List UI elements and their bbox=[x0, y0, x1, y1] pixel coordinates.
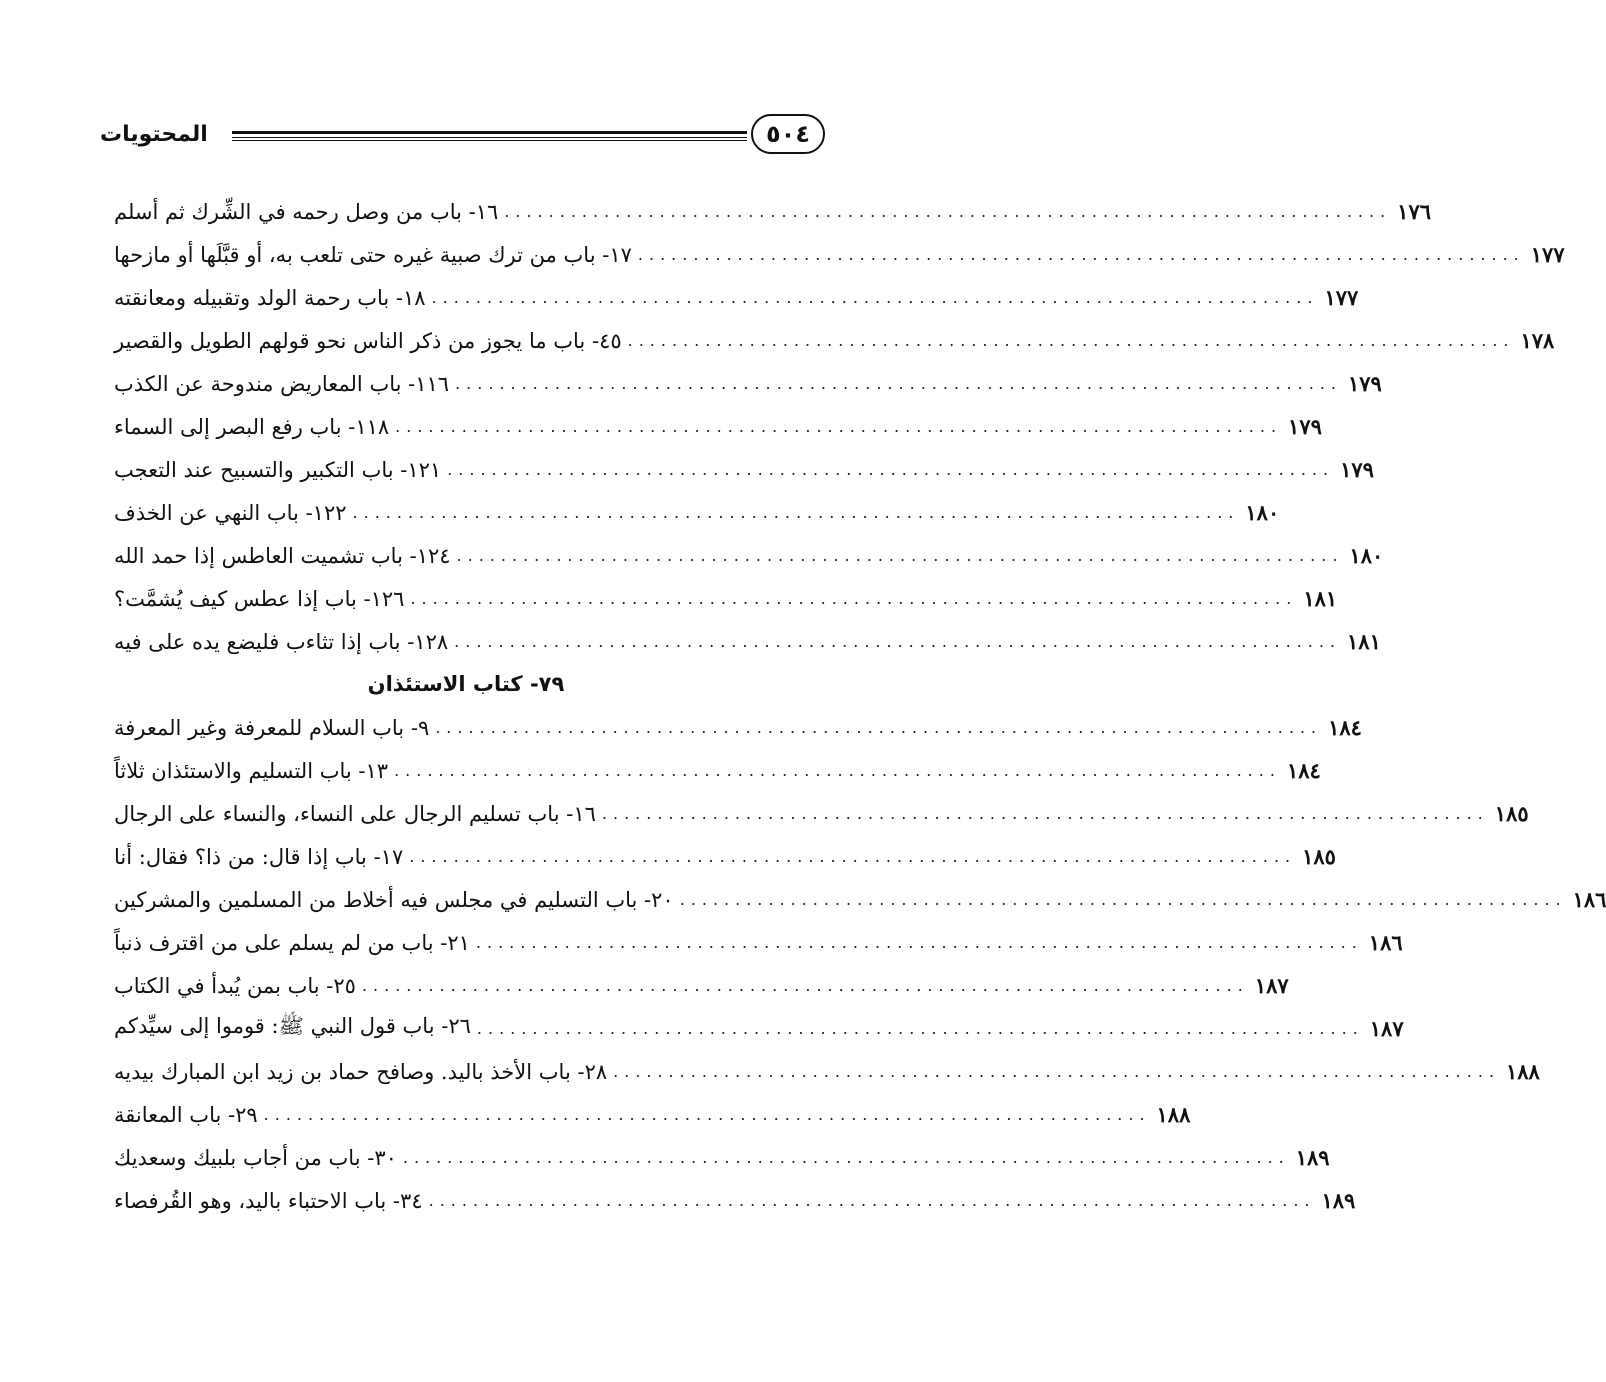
toc-entry-title: ٣٤- باب الاحتباء باليد، وهو القُرفصاء bbox=[114, 1188, 423, 1213]
toc-entry-title: ٢٦- باب قول النبي ﷺ: قوموا إلى سيِّدكم bbox=[114, 1014, 471, 1038]
toc-entry-page: ١٨١ bbox=[1303, 586, 1338, 611]
toc-entry bbox=[108, 1136, 1330, 1179]
dot-leader: ................................................................................ bbox=[601, 804, 1489, 823]
toc-entry bbox=[108, 921, 1403, 964]
toc-entry-page: ١٨٤ bbox=[1328, 715, 1362, 740]
dot-leader: ................................................................................ bbox=[263, 1105, 1151, 1124]
toc-entry-title: ٣٠- باب من أجاب بلبيك وسعديك bbox=[114, 1145, 397, 1170]
toc-entry bbox=[108, 792, 1529, 835]
toc-entry bbox=[108, 491, 1280, 534]
toc-entry bbox=[108, 1179, 1356, 1222]
toc-entry-title: ١٢١- باب التكبير والتسبيح عند التعجب bbox=[114, 457, 442, 482]
dot-leader: ................................................................................ bbox=[456, 546, 1344, 565]
dot-leader: ................................................................................ bbox=[395, 417, 1283, 436]
toc-entry-title: ١٢٤- باب تشميت العاطس إذا حمد الله bbox=[114, 543, 451, 568]
toc-entry bbox=[108, 878, 1606, 921]
dot-leader: ................................................................................ bbox=[454, 632, 1342, 651]
dot-leader: ................................................................................ bbox=[627, 331, 1515, 350]
toc-entry-page: ١٧٦ bbox=[1397, 199, 1432, 224]
toc-entry-page: ١٨٤ bbox=[1286, 758, 1321, 783]
toc-entry bbox=[108, 1050, 1540, 1093]
toc-entry bbox=[108, 749, 1321, 792]
dot-leader: ................................................................................ bbox=[361, 976, 1249, 995]
toc-entry-page: ١٨٥ bbox=[1494, 801, 1529, 826]
toc-entry-page: ١٨٠ bbox=[1349, 543, 1384, 568]
toc-entry bbox=[108, 620, 1381, 663]
toc-entry-title: ٢٥- باب بمن يُبدأ في الكتاب bbox=[114, 973, 356, 998]
toc-entry-title: ١٦- باب تسليم الرجال على النساء، والنساء على الرجال bbox=[114, 801, 596, 826]
toc-entry-title: ١٢٨- باب إذا تثاءب فليضع يده على فيه bbox=[114, 629, 449, 654]
toc-entry-title: ٢٩- باب المعانقة bbox=[114, 1102, 258, 1127]
toc-entry-page: ١٨٧ bbox=[1369, 1016, 1404, 1041]
toc-entry-page: ١٨٥ bbox=[1302, 844, 1336, 869]
toc-entry-page: ١٨٨ bbox=[1506, 1059, 1540, 1084]
dot-leader: ................................................................................ bbox=[352, 503, 1240, 522]
toc-entry-page: ١٨٩ bbox=[1321, 1188, 1356, 1213]
toc-entry-page: ١٧٨ bbox=[1520, 328, 1555, 353]
toc-entry bbox=[108, 276, 1359, 319]
toc-entry-page: ١٨٩ bbox=[1295, 1145, 1330, 1170]
page-number: ٥٠٤ bbox=[751, 114, 825, 154]
toc-entry-title: ١٧- باب من ترك صبية غيره حتى تلعب به، أو قبَّلَها أو مازحها bbox=[114, 242, 632, 267]
toc-entry bbox=[108, 835, 1336, 878]
toc-entry-page: ١٨٨ bbox=[1156, 1102, 1191, 1127]
dot-leader: ................................................................................ bbox=[409, 847, 1297, 866]
toc-entry-title: ٢٨- باب الأخذ باليد. وصافح حماد بن زيد ابن المبارك بيديه bbox=[114, 1059, 608, 1084]
toc-entry-title: ١٣- باب التسليم والاستئذان ثلاثاً bbox=[114, 758, 389, 783]
dot-leader: ................................................................................ bbox=[435, 718, 1323, 737]
toc-entry-title: ١٧- باب إذا قال: من ذا؟ فقال: أنا bbox=[114, 844, 404, 869]
toc-entry-title: ١١٨- باب رفع البصر إلى السماء bbox=[114, 414, 390, 439]
toc-entry-page: ١٨٠ bbox=[1245, 500, 1280, 525]
toc-entry-title: ١٢٢- باب النهي عن الخذف bbox=[114, 500, 347, 525]
toc-entry bbox=[108, 362, 1382, 405]
dot-leader: ................................................................................ bbox=[637, 245, 1525, 264]
dot-leader: ................................................................................ bbox=[447, 460, 1335, 479]
toc-entry-title: ١١٦- باب المعاريض مندوحة عن الكذب bbox=[114, 371, 450, 396]
toc-entry bbox=[108, 706, 1362, 749]
dot-leader: ................................................................................ bbox=[476, 1019, 1364, 1038]
toc-entry bbox=[108, 1007, 1404, 1050]
dot-leader: ................................................................................ bbox=[402, 1148, 1290, 1167]
page-header bbox=[100, 118, 825, 158]
header-title: المحتويات bbox=[100, 122, 208, 147]
toc-entry-title: ١٢٦- باب إذا عطس كيف يُشمَّت؟ bbox=[114, 586, 405, 611]
toc-entry-title: ٢٠- باب التسليم في مجلس فيه أخلاط من المسلمين والمشركين bbox=[114, 887, 674, 912]
dot-leader: ................................................................................ bbox=[613, 1062, 1500, 1081]
toc-entry-page: ١٧٧ bbox=[1324, 285, 1359, 310]
toc-entry bbox=[108, 190, 1432, 233]
toc-entry-page: ١٨١ bbox=[1347, 629, 1381, 654]
dot-leader: ................................................................................ bbox=[428, 1191, 1316, 1210]
toc-entry-title: ١٦- باب من وصل رحمه في الشِّرك ثم أسلم bbox=[114, 199, 499, 224]
dot-leader: ................................................................................ bbox=[394, 761, 1281, 780]
toc-entry-page: ١٨٦ bbox=[1368, 930, 1403, 955]
toc-group-a bbox=[108, 190, 1565, 663]
toc-entry bbox=[108, 534, 1384, 577]
toc-entry bbox=[108, 1093, 1191, 1136]
dot-leader: ................................................................................ bbox=[410, 589, 1298, 608]
dot-leader: ................................................................................ bbox=[475, 933, 1363, 952]
toc-entry-page: ١٧٧ bbox=[1530, 242, 1565, 267]
header-rule-thin bbox=[232, 140, 747, 141]
toc-entry bbox=[108, 405, 1322, 448]
toc-entry bbox=[108, 964, 1289, 1007]
toc-entry-page: ١٧٩ bbox=[1347, 371, 1382, 396]
toc-entry-page: ١٨٧ bbox=[1254, 973, 1289, 998]
toc-entry-page: ١٨٦ bbox=[1572, 887, 1606, 912]
dot-leader: ................................................................................ bbox=[679, 890, 1567, 909]
toc-entry bbox=[108, 233, 1565, 276]
toc-entry-title: ١٨- باب رحمة الولد وتقبيله ومعانقته bbox=[114, 285, 426, 310]
dot-leader: ................................................................................ bbox=[504, 202, 1392, 221]
toc-entry-title: ٤٥- باب ما يجوز من ذكر الناس نحو قولهم الطويل والقصير bbox=[114, 328, 622, 353]
header-rule bbox=[232, 131, 747, 138]
toc-entry bbox=[108, 448, 1374, 491]
toc-entry bbox=[108, 319, 1555, 362]
dot-leader: ................................................................................ bbox=[431, 288, 1319, 307]
toc-entry-title: ٢١- باب من لم يسلم على من اقترف ذنباً bbox=[114, 930, 470, 955]
table-of-contents bbox=[108, 190, 1606, 1222]
section-heading: ٧٩- كتاب الاستئذان bbox=[367, 672, 565, 696]
toc-entry-page: ١٧٩ bbox=[1288, 414, 1322, 439]
toc-group-b bbox=[108, 706, 1606, 1222]
toc-entry-title: ٩- باب السلام للمعرفة وغير المعرفة bbox=[114, 715, 430, 740]
toc-entry-page: ١٧٩ bbox=[1340, 457, 1374, 482]
toc-entry bbox=[108, 577, 1338, 620]
dot-leader: ................................................................................ bbox=[455, 374, 1342, 393]
